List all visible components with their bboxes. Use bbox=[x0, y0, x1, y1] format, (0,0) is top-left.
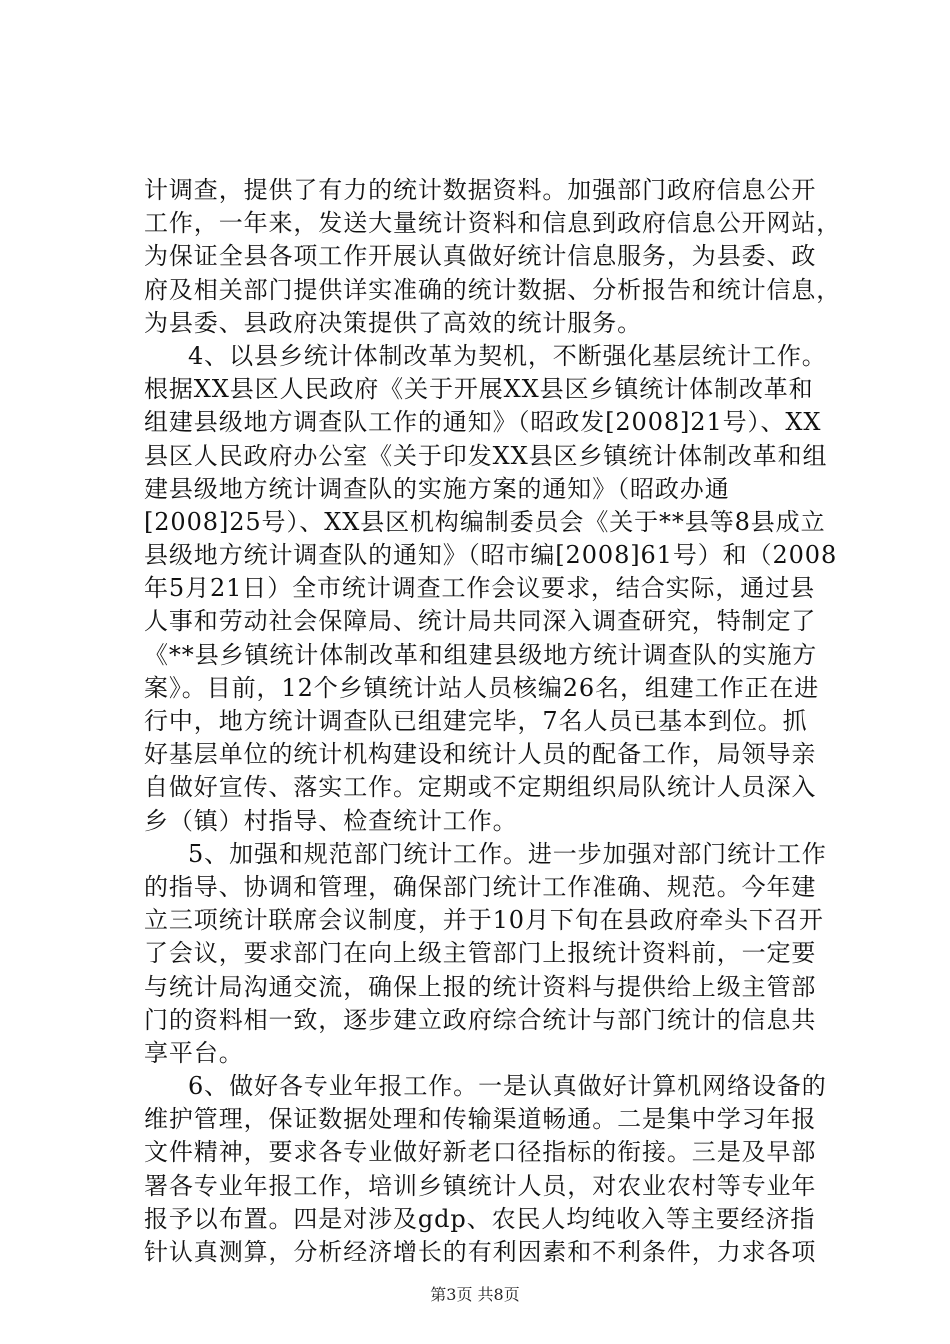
paragraph bbox=[144, 174, 842, 340]
text-line: 享平台。 bbox=[144, 1038, 244, 1067]
paragraph bbox=[144, 340, 838, 838]
text-line: 年5月21日）全市统计调查工作会议要求，结合实际，通过县 bbox=[144, 574, 816, 603]
text-line: 5、加强和规范部门统计工作。进一步加强对部门统计工作 bbox=[188, 839, 827, 868]
text-line: 了会议，要求部门在向上级主管部门上报统计资料前，一定要 bbox=[144, 939, 817, 968]
text-line: 自做好宣传、落实工作。定期或不定期组织局队统计人员深入 bbox=[144, 773, 817, 802]
text-line: 行中，地方统计调查队已组建完毕，7名人员已基本到位。抓 bbox=[144, 707, 808, 735]
text-line: 工作，一年来，发送大量统计资料和信息到政府信息公开网站， bbox=[144, 209, 842, 238]
text-line: 文件精神，要求各专业做好新老口径指标的衔接。三是及早部 bbox=[144, 1138, 817, 1167]
text-line: 建县级地方统计调查队的实施方案的通知》（昭政办通 bbox=[144, 474, 730, 503]
document-body bbox=[144, 174, 842, 1269]
text-line: 计调查，提供了有力的统计数据资料。加强部门政府信息公开 bbox=[144, 176, 817, 204]
text-line: 报予以布置。四是对涉及gdp、农民人均纯收入等主要经济指 bbox=[144, 1204, 816, 1233]
text-line: 乡（镇）村指导、检查统计工作。 bbox=[144, 806, 518, 835]
text-line: 门的资料相一致，逐步建立政府综合统计与部门统计的信息共 bbox=[144, 1005, 817, 1034]
text-line: 组建县级地方调查队工作的通知》（昭政发[2008]21号）、XX bbox=[144, 408, 822, 437]
text-line: 《**县乡镇统计体制改革和组建县级地方统计调查队的实施方 bbox=[144, 640, 818, 669]
text-line: 与统计局沟通交流，确保上报的统计资料与提供给上级主管部 bbox=[144, 972, 817, 1001]
paragraph bbox=[144, 838, 832, 1070]
text-line: 立三项统计联席会议制度，并于10月下旬在县政府牵头下召开 bbox=[144, 906, 824, 935]
text-line: 府及相关部门提供详实准确的统计数据、分析报告和统计信息， bbox=[144, 275, 842, 304]
text-line: [2008]25号）、XX县区机构编制委员会《关于**县等8县成立 bbox=[144, 507, 826, 536]
text-line: 维护管理，保证数据处理和传输渠道畅通。二是集中学习年报 bbox=[144, 1105, 817, 1134]
text-line: 为县委、县政府决策提供了高效的统计服务。 bbox=[144, 308, 642, 337]
page-footer bbox=[0, 1282, 950, 1305]
text-line: 为保证全县各项工作开展认真做好统计信息服务，为县委、政 bbox=[144, 242, 817, 271]
text-line: 根据XX县区人民政府《关于开展XX县区乡镇统计体制改革和 bbox=[144, 375, 814, 404]
text-line: 县区人民政府办公室《关于印发XX县区乡镇统计体制改革和组 bbox=[144, 441, 828, 470]
text-line: 案》。目前，12个乡镇统计站人员核编26名，组建工作正在进 bbox=[144, 673, 820, 702]
text-line: 县级地方统计调查队的通知》（昭市编[2008]61号）和（2008 bbox=[144, 541, 838, 570]
text-line: 人事和劳动社会保障局、统计局共同深入调查研究，特制定了 bbox=[144, 607, 817, 636]
text-line: 4、以县乡统计体制改革为契机，不断强化基层统计工作。 bbox=[188, 341, 827, 370]
page-number: 第3页 共8页 bbox=[430, 1285, 520, 1304]
text-line: 6、做好各专业年报工作。一是认真做好计算机网络设备的 bbox=[188, 1072, 827, 1101]
text-line: 针认真测算，分析经济增长的有利因素和不利条件，力求各项 bbox=[144, 1238, 817, 1266]
text-line: 署各专业年报工作，培训乡镇统计人员，对农业农村等专业年 bbox=[144, 1171, 817, 1200]
text-line: 好基层单位的统计机构建设和统计人员的配备工作，局领导亲 bbox=[144, 740, 817, 769]
text-line: 的指导、协调和管理，确保部门统计工作准确、规范。今年建 bbox=[144, 872, 817, 901]
paragraph bbox=[144, 1070, 832, 1269]
